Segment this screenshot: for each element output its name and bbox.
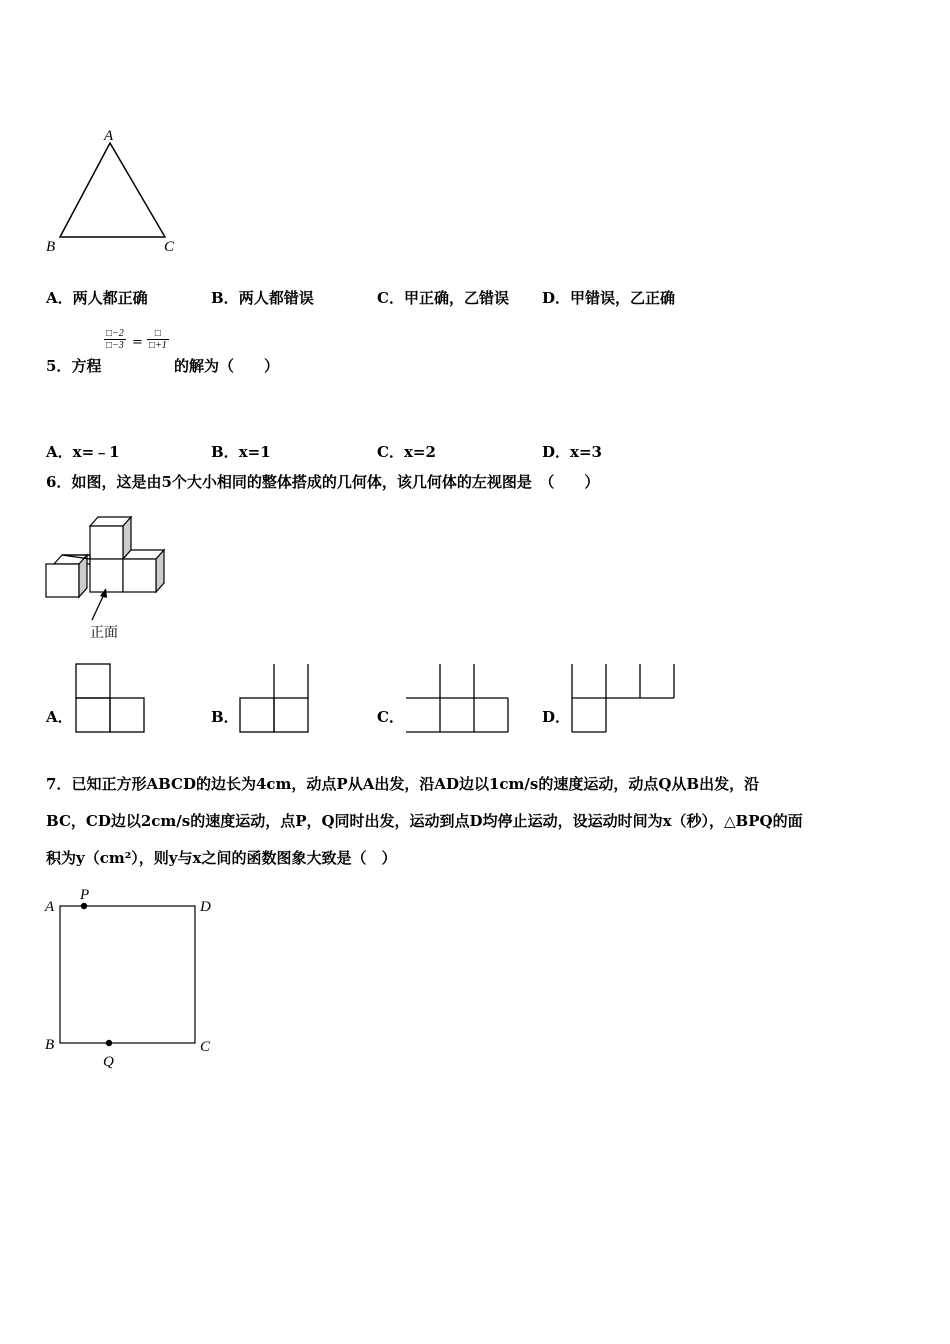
top-cube-front-face: [90, 526, 123, 559]
q5-stem-after: 的解为（ ）: [174, 357, 280, 375]
q6-option-b-figure[interactable]: [238, 663, 312, 735]
q6-option-d-figure[interactable]: [570, 663, 680, 735]
front-label: 正面: [90, 625, 118, 641]
left-cube-front-face: [46, 564, 79, 597]
triangle-label-a: A: [104, 128, 114, 144]
q5-option-c[interactable]: C．x=2: [377, 443, 436, 461]
q7-stem-line1: 7．已知正方形ABCD的边长为4cm，动点P从A出发，沿AD边以1cm/s的速度运动，动点Q从B出发，沿: [46, 775, 760, 793]
q4-option-a[interactable]: A．两人都正确: [46, 289, 148, 307]
triangle-figure: [40, 125, 190, 260]
equation-equals: =: [132, 335, 143, 350]
q5-option-b[interactable]: B．x=1: [211, 443, 271, 461]
q6-stem: 6．如图，这是由5个大小相同的整体搭成的几何体，该几何体的左视图是 （ ）: [46, 473, 600, 491]
q6-option-b-key[interactable]: B．: [211, 708, 239, 726]
q6-option-a-key[interactable]: A．: [46, 708, 73, 726]
q5-option-d[interactable]: D．x=3: [542, 443, 602, 461]
point-p: [81, 903, 87, 909]
square-label-a: A: [45, 899, 55, 915]
square-label-b: B: [45, 1037, 55, 1053]
q4-option-b[interactable]: B．两人都错误: [211, 289, 314, 307]
q4-option-d[interactable]: D．甲错误，乙正确: [542, 289, 676, 307]
q6-option-c-figure[interactable]: [404, 663, 514, 735]
equation-left-fraction: $\frac{□-2}{□-3}$: [106, 328, 124, 351]
middle-cube-front-face: [90, 559, 123, 592]
q6-option-d-key[interactable]: D．: [542, 708, 571, 726]
square-label-d: D: [200, 899, 211, 915]
q6-option-a-figure[interactable]: [74, 663, 148, 735]
q5-stem: 5．方程: [46, 357, 102, 375]
square-label-c: C: [200, 1039, 211, 1055]
q7-stem-line2: BC，CD边以2cm/s的速度运动，点P，Q同时出发，运动到点D均停止运动，设运动时间为x（秒），△BPQ的面: [46, 812, 803, 830]
equation-right-fraction: □ □+1: [149, 328, 167, 351]
q4-option-c[interactable]: C．甲正确，乙错误: [377, 289, 509, 307]
triangle-label-c: C: [164, 239, 175, 255]
q5-option-a[interactable]: A．x=﹣1: [46, 443, 120, 461]
square-abcd: [60, 906, 195, 1043]
square-figure: [40, 884, 230, 1074]
q6-option-c-key[interactable]: C．: [377, 708, 404, 726]
right-cube-front-face: [123, 559, 156, 592]
triangle-label-b: B: [46, 239, 56, 255]
square-label-p: P: [80, 887, 90, 903]
q7-stem-line3: 积为y（cm²），则y与x之间的函数图象大致是（ ）: [46, 849, 397, 867]
square-label-q: Q: [103, 1054, 114, 1070]
point-q: [106, 1040, 112, 1046]
